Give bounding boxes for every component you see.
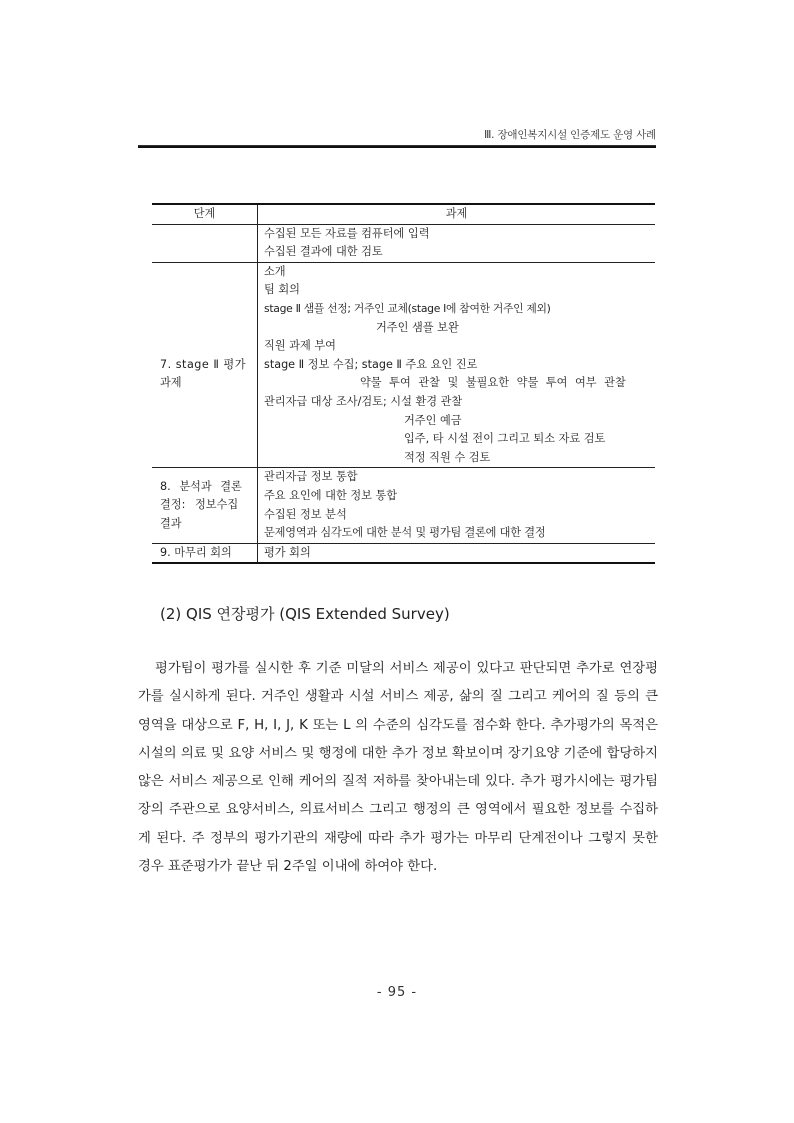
task-line: 직원 과제 부여 xyxy=(264,339,336,353)
stage-cell xyxy=(152,224,258,262)
task-line: 문제영역과 심각도에 대한 분석 및 평가팀 결론에 대한 결정 xyxy=(264,526,546,540)
task-line: 관리자급 정보 통합 xyxy=(264,470,358,484)
task-line: 팀 회의 xyxy=(264,283,300,297)
table-row xyxy=(152,262,655,468)
stage-label-line: 과제 xyxy=(160,376,182,390)
table-row xyxy=(152,468,655,543)
task-line: 주요 요인에 대한 정보 통합 xyxy=(264,488,398,502)
stage-label-line: 결과 xyxy=(160,516,182,530)
table-row xyxy=(152,224,655,262)
task-line: 수집된 모든 자료를 컴퓨터에 입력 xyxy=(264,226,430,240)
table-header-row xyxy=(152,204,655,224)
task-line: 수집된 정보 분석 xyxy=(264,507,347,521)
stage-task-table xyxy=(152,203,655,564)
task-line: stage Ⅱ 정보 수집; stage Ⅱ 주요 요인 진로 xyxy=(264,357,478,371)
task-line: 수집된 결과에 대한 검토 xyxy=(264,245,383,259)
stage-cell xyxy=(152,468,258,543)
task-line: 거주인 샘플 보완 xyxy=(376,320,459,334)
col-header-stage: 단계 xyxy=(152,204,258,224)
table-row xyxy=(152,543,655,563)
task-line: 입주, 타 시설 전이 그리고 퇴소 자료 검토 xyxy=(404,432,606,446)
stage-label-line: 결정: 정보수집 xyxy=(160,498,239,512)
task-line: 소개 xyxy=(264,264,286,278)
stage-cell xyxy=(152,262,258,468)
section-title: (2) QIS 연장평가 (QIS Extended Survey) xyxy=(160,605,450,623)
stage-label-line: 7. stage Ⅱ 평가 xyxy=(160,357,247,371)
task-cell xyxy=(258,543,656,563)
page-number: - 95 - xyxy=(376,985,418,1000)
task-line: 적정 직원 수 검토 xyxy=(404,450,491,464)
task-line: 거주인 예금 xyxy=(404,413,462,427)
task-line: 평가 회의 xyxy=(264,545,311,559)
header-title: Ⅲ. 장애인복지시설 인증제도 운영 사례 xyxy=(484,129,656,141)
header-rule-thick xyxy=(138,146,656,148)
stage-label-line: 8. 분석과 결론 xyxy=(160,479,242,493)
task-line: 약물 투여 관찰 및 불필요한 약물 투여 여부 관찰 xyxy=(360,376,626,390)
col-header-task: 과제 xyxy=(258,204,656,224)
task-line: stage Ⅱ 샘플 선정; 거주인 교체(stage Ⅰ에 참여한 거주인 제외) xyxy=(264,301,551,315)
task-cell xyxy=(258,468,656,543)
body-paragraph: 평가팀이 평가를 실시한 후 기준 미달의 서비스 제공이 있다고 판단되면 추가로 연장평가를 실시하게 된다. 거주인 생활과 시설 서비스 제공, 삶의 질 그리고 케어의 질 등의 큰 영역을 대상으로 F, H, I, J, K 또는 L 의 수준의 심각도를 점수화 한다. 추가평가의 목적은 시설의 의료 및 요양 서비스 및 행정에 대한 추가 정보 확보이며 장기요양 기준에 합당하지 않은 서비스 제공으로 인해 케어의 질적 저하를 찾아내는데 있다. 추가 평가시에는 평가팀장의 주관으로 요양서비스, 의료서비스 그리고 행정의 큰 영역에서 필요한 정보를 수집하게 된다. 주 정부의 평가기관의 재량에 따라 추가 평가는 마무리 단계전이나 그렇지 못한 경우 표준평가가 끝난 뒤 2주일 이내에 하여야 한다. xyxy=(138,661,658,875)
task-line: 관리자급 대상 조사/검토; 시설 환경 관찰 xyxy=(264,394,463,408)
stage-cell: 9. 마무리 회의 xyxy=(152,543,258,563)
task-cell xyxy=(258,224,656,262)
task-cell xyxy=(258,262,656,468)
